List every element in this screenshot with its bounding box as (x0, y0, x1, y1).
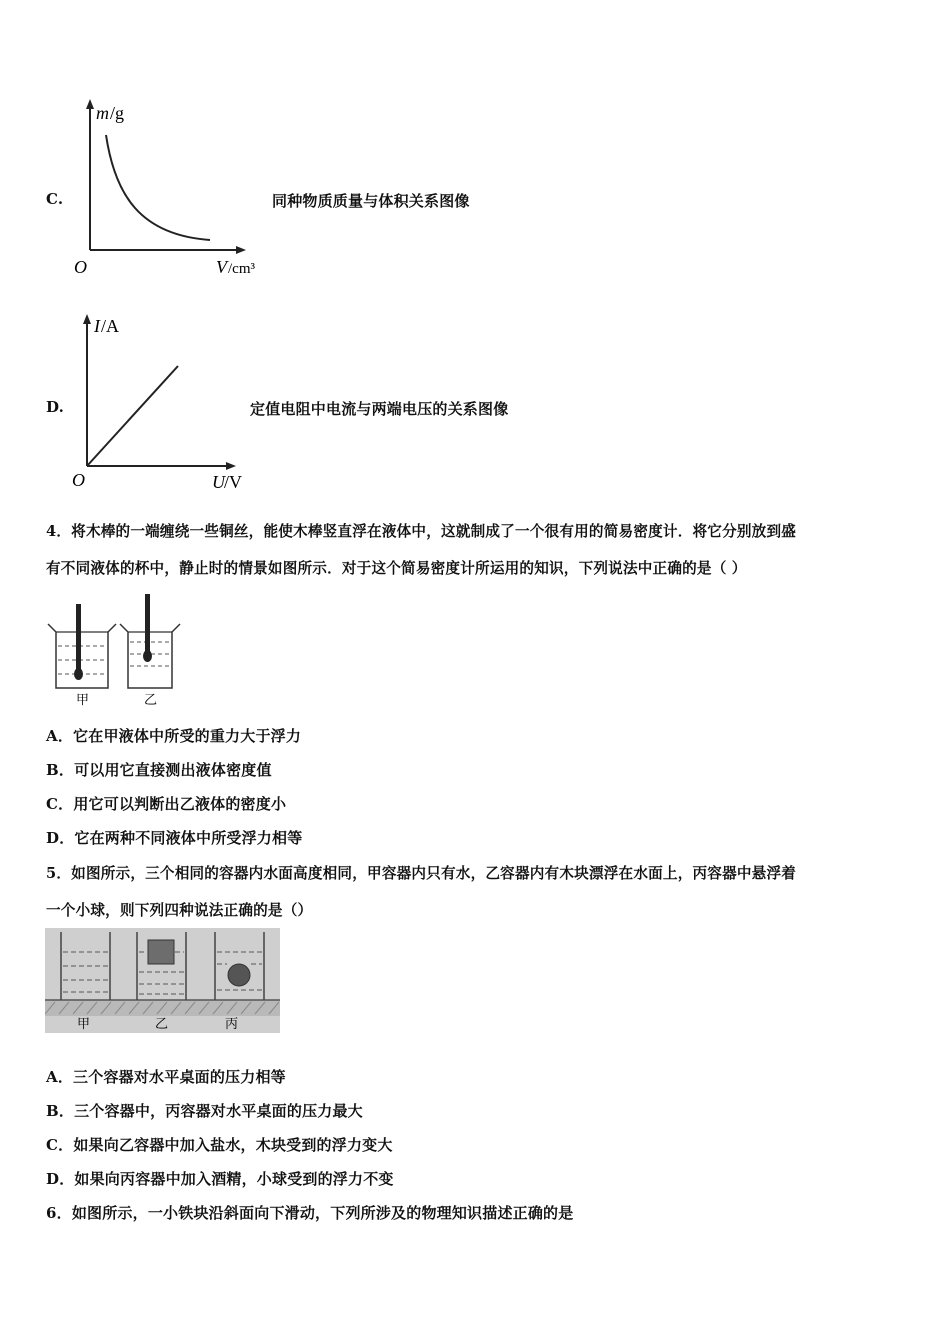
q5-stem-line1: 5．如图所示，三个相同的容器内水面高度相同，甲容器内只有水，乙容器内有木块漂浮在水面上，丙容器中悬浮着 (46, 865, 797, 882)
current-voltage-graph (70, 308, 270, 493)
q6-stem-line1: 6．如图所示，一小铁块沿斜面向下滑动，下列所涉及的物理知识描述正确的是 (46, 1204, 574, 1222)
option-d-caption: 定值电阻中电流与两端电压的关系图像 (250, 400, 509, 418)
q5-option-b: B．三个容器中，丙容器对水平桌面的压力最大 (46, 1102, 363, 1120)
x-axis-unit: /cm³ (228, 261, 255, 277)
mass-volume-graph (70, 95, 280, 285)
hydrometer-figure (44, 590, 194, 710)
container-label-jia: 甲 (77, 1017, 91, 1032)
q4-option-d: D．它在两种不同液体中所受浮力相等 (46, 829, 303, 847)
option-c-letter: C. (46, 190, 64, 208)
q5-stem-line2: 一个小球，则下列四种说法正确的是（） (46, 902, 313, 919)
option-c-caption: 同种物质质量与体积关系图像 (272, 192, 470, 210)
q5-option-a: A．三个容器对水平桌面的压力相等 (46, 1068, 286, 1086)
y-axis-unit: /A (101, 316, 119, 336)
container-label-bing: 丙 (225, 1017, 239, 1032)
q5-option-d: D．如果向丙容器中加入酒精，小球受到的浮力不变 (46, 1170, 394, 1188)
beaker-label-yi: 乙 (144, 693, 158, 708)
beaker-label-jia: 甲 (76, 693, 90, 708)
origin-label: O (74, 257, 87, 277)
q4-option-c: C．用它可以判断出乙液体的密度小 (46, 795, 287, 813)
y-axis-var: I (94, 316, 100, 336)
option-d-letter: D. (46, 398, 65, 416)
three-containers-figure (45, 928, 280, 1033)
origin-label: O (72, 470, 85, 490)
q4-option-b: B．可以用它直接测出液体密度值 (46, 761, 272, 779)
q4-stem-line1: 4．将木棒的一端缠绕一些铜丝，能使木棒竖直浮在液体中，这就制成了一个很有用的简易密度计．将它分别放到盛 (46, 523, 797, 540)
q4-stem-line2: 有不同液体的杯中，静止时的情景如图所示．对于这个简易密度计所运用的知识，下列说法中正确的是（ ） (46, 560, 747, 577)
x-axis-var: U (212, 472, 225, 492)
x-axis-var: V (216, 257, 227, 277)
q4-option-a: A．它在甲液体中所受的重力大于浮力 (46, 727, 302, 745)
x-axis-unit: /V (224, 472, 242, 492)
y-axis-unit: /g (110, 103, 125, 123)
container-label-yi: 乙 (155, 1017, 169, 1032)
y-axis-var: m (96, 103, 109, 123)
q5-option-c: C．如果向乙容器中加入盐水，木块受到的浮力变大 (46, 1136, 393, 1154)
